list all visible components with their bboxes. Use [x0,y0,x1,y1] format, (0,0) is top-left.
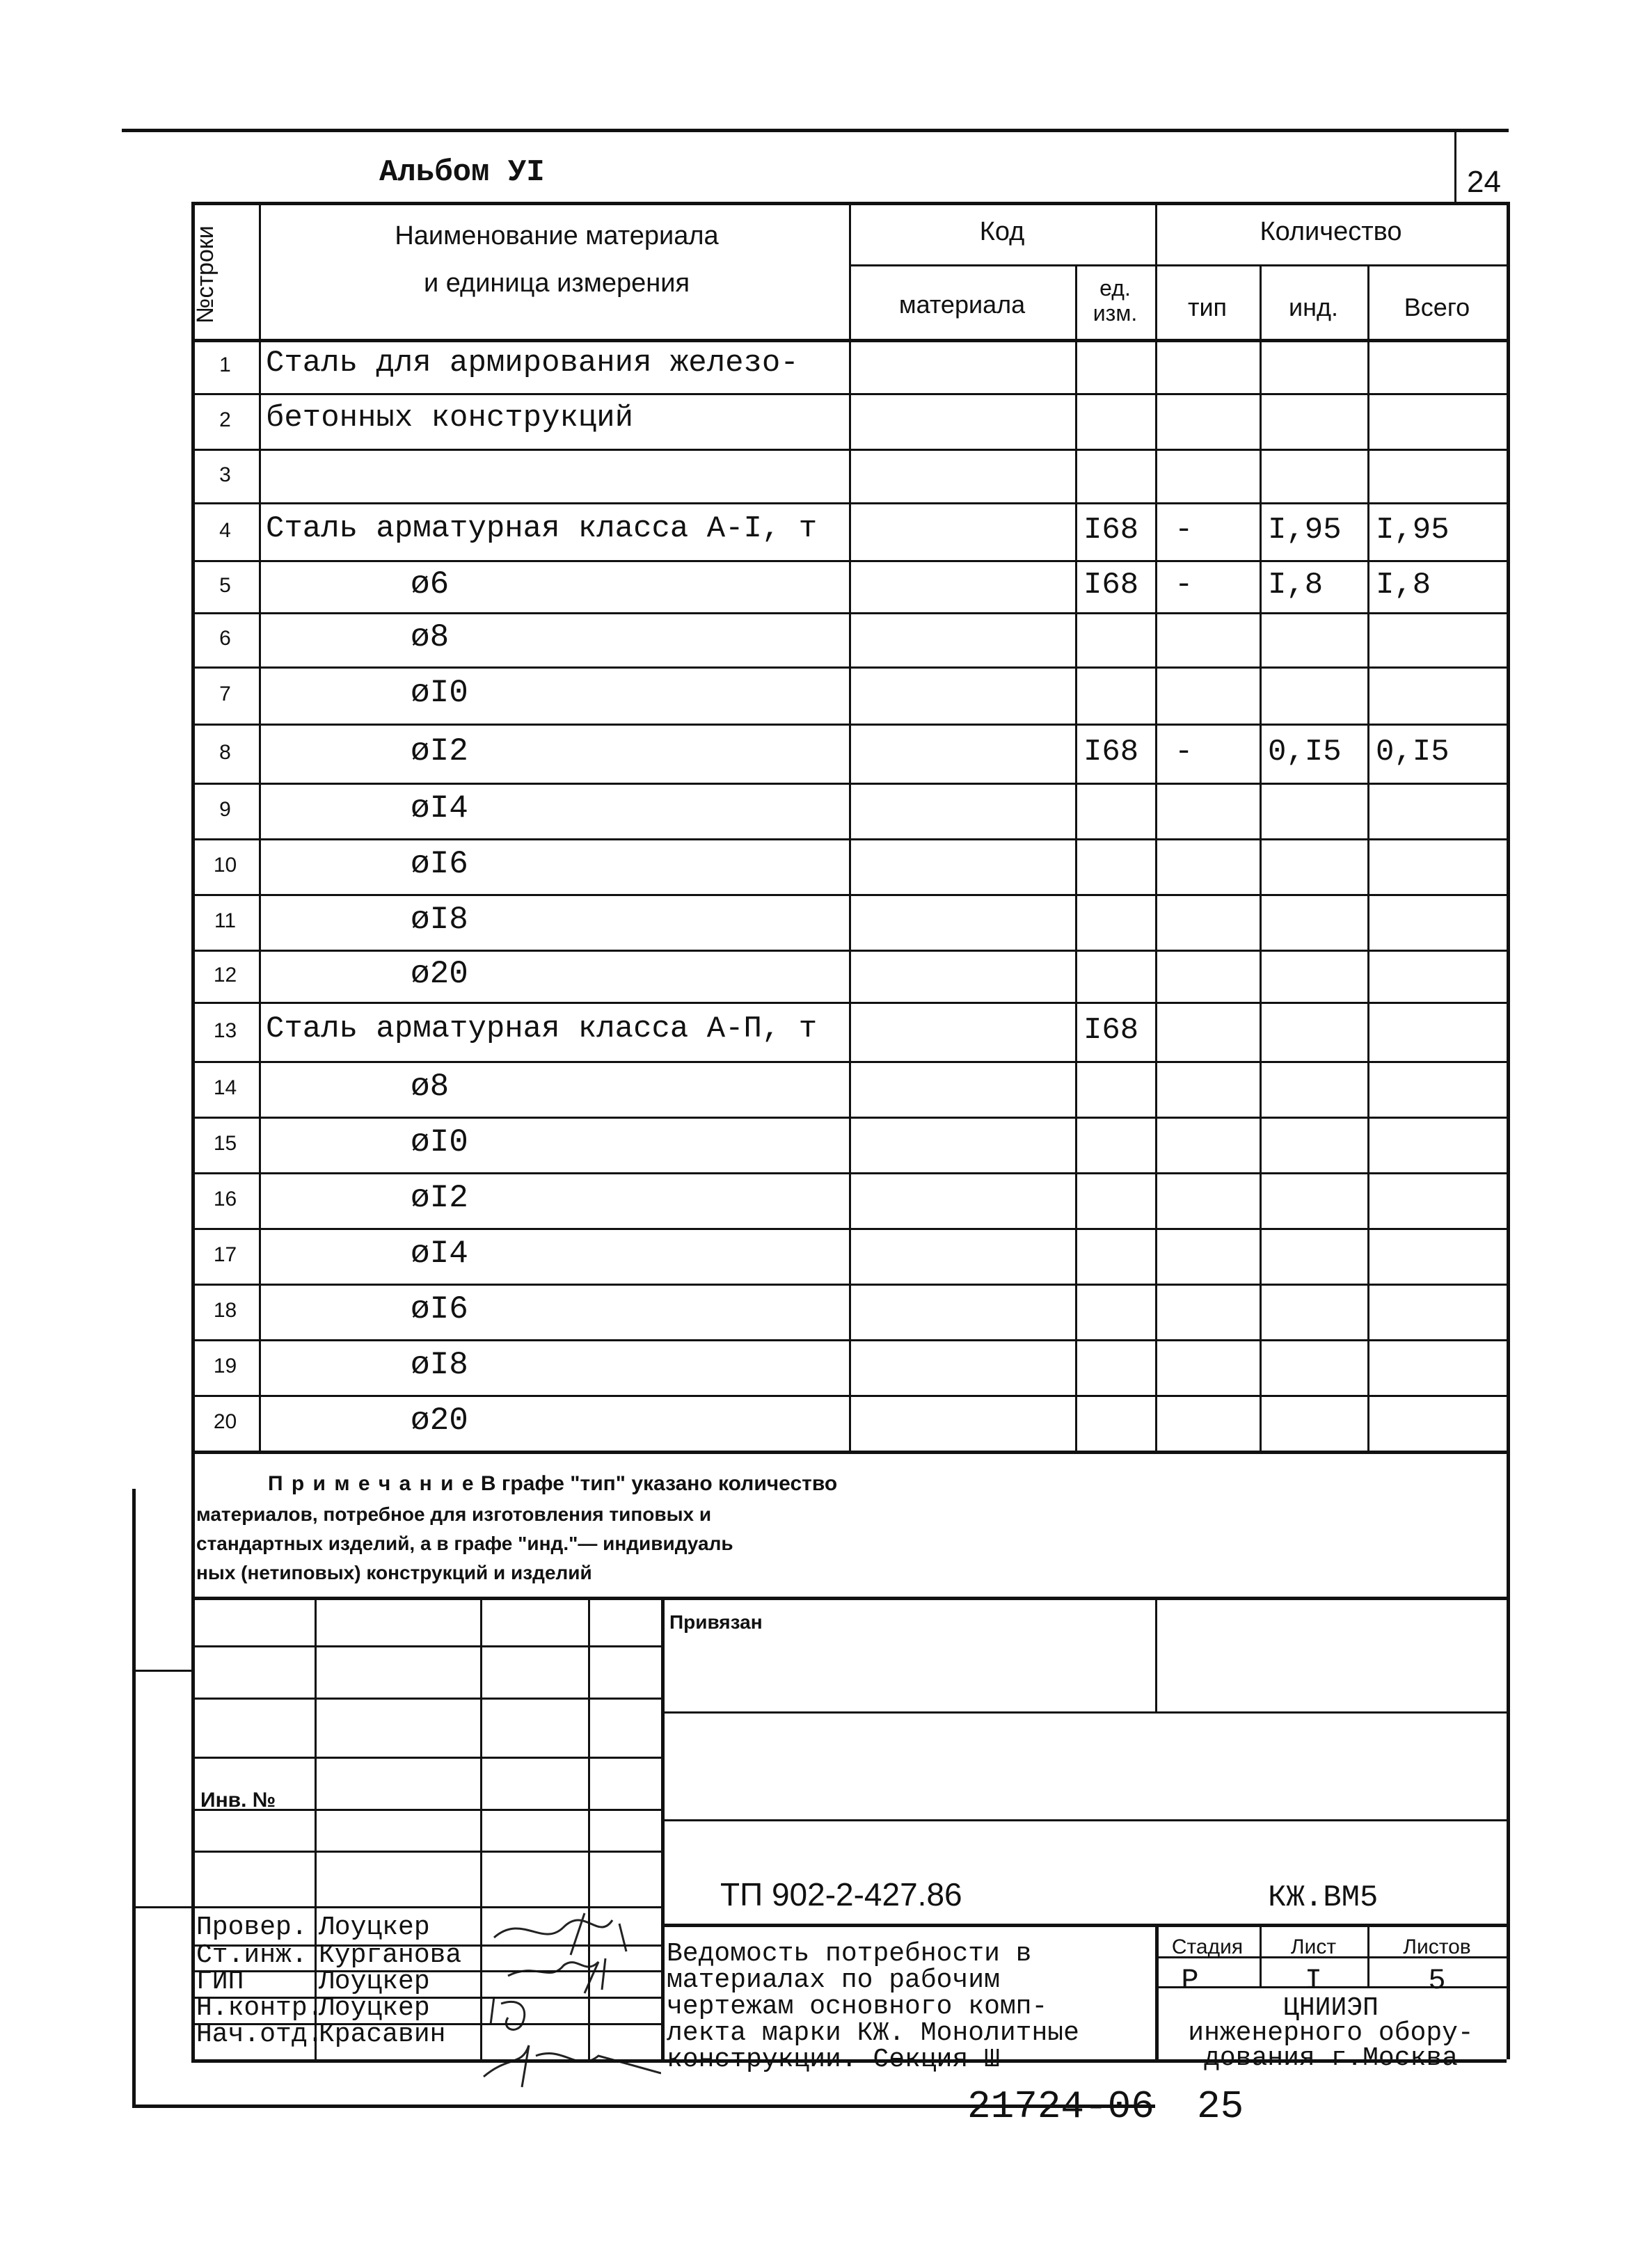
row-number: 16 [213,1188,237,1211]
stamp-column [480,1597,482,2059]
note-lead: П р и м е ч а н и е [268,1472,475,1495]
stamp-row-line [191,1645,661,1647]
stamp-row-line [191,1757,661,1759]
row-number: 2 [219,408,231,431]
top-rule [122,129,1509,132]
signer-role: Провер. [196,1912,308,1942]
stamp-column [661,1597,665,2059]
page-number: 24 [1467,165,1501,199]
column-divider [1507,202,1510,1451]
row-number: 10 [213,854,237,877]
note-line-3: стандартных изделий, а в графе "инд."— индивидуаль [196,1533,733,1554]
signer-name: Лоуцкер [319,1993,430,2023]
stamp-divider [1155,1956,1507,1958]
unit-code: I68 [1083,1012,1139,1048]
note-line-2: материалов, потребное для изготовления типовых и [196,1503,712,1525]
material-name: øI6 [411,1291,468,1327]
material-name: øI6 [411,846,468,882]
document-title-line: лекта марки КЖ. Монолитные [667,2018,1079,2048]
binding-strip-line [132,1670,191,1672]
unit-header: и единица измерения [423,269,690,298]
stamp-row-line [191,1809,661,1811]
row-number-header: №строки [192,225,219,324]
note-line-4: ных (нетиповых) конструкций и изделий [196,1562,592,1583]
note-right-border [1507,1451,1510,1597]
binding-strip-line [132,1906,191,1908]
handwritten-signatures [480,1906,661,2108]
type-header: тип [1187,293,1228,321]
sheet-label: Лист [1290,1935,1337,1958]
stamp-row-line [191,1597,661,1599]
quantity-individual: I,8 [1268,567,1324,602]
material-name: ø20 [411,1403,468,1439]
footer-page-number: 25 [1197,2084,1244,2129]
stamp-inner-column [1260,1924,1262,1986]
total-header: Всего [1404,293,1470,321]
row-number: 13 [213,1019,237,1042]
code-unit-header: ед. изм. [1093,275,1138,326]
row-number: 12 [213,963,237,987]
row-number: 4 [219,518,231,542]
stage-label: Стадия [1171,1935,1244,1958]
document-mark: КЖ.ВМ5 [1268,1880,1379,1915]
note-rest: В графе "тип" указано количество [475,1472,838,1495]
row-number: 9 [219,798,231,821]
material-name: ø8 [411,1069,450,1105]
column-divider [1075,264,1077,1451]
stamp-row-line [191,1906,661,1908]
name-header: Наименование материала [395,221,719,250]
stamp-inner-column [1367,1924,1369,1986]
row-number: 19 [213,1355,237,1377]
album-label: Альбом УI [379,155,545,190]
row-divider [191,1451,1507,1454]
signer-name: Красавин [319,2020,446,2050]
material-name: øI2 [411,1180,468,1216]
binding-strip [132,1489,136,2105]
document-title-line: Ведомость потребности в [667,1939,1032,1969]
quantity-type: - [1175,734,1193,769]
row-number: 7 [219,682,231,705]
material-name: øI4 [411,1236,468,1272]
row-number: 11 [214,909,237,932]
row-number: 5 [219,573,231,597]
document-title-line: материалах по рабочим [667,1965,1000,1995]
document-title-line: конструкции. Секция Ш [667,2045,1000,2075]
row-number: 1 [219,353,231,376]
inventory-number-label: Инв. № [200,1789,276,1812]
material-name: øI8 [411,902,468,938]
sheet-value: I [1304,1964,1323,1997]
column-divider [259,202,261,1451]
note-line-1 [268,1474,837,1494]
organization-line: инженерного обору- [1188,2018,1474,2048]
stamp-column [191,1597,195,2059]
stamp-row-line [191,1698,661,1700]
material-name: øI2 [411,733,468,769]
sheets-value: 5 [1428,1964,1446,1997]
material-name: øI0 [411,675,468,711]
quantity-total: I,95 [1376,512,1450,548]
row-number: 14 [213,1076,237,1099]
material-name: ø20 [411,955,468,992]
unit-code: I68 [1083,512,1139,548]
row-number: 15 [213,1132,237,1155]
unit-code: I68 [1083,734,1139,769]
unit-code: I68 [1083,567,1139,602]
quantity-individual: I,95 [1268,512,1342,548]
stamp-divider [661,1819,1507,1821]
column-divider [849,202,851,1451]
code-material-header: материала [898,290,1026,319]
column-divider [1155,202,1157,1451]
column-divider [1260,264,1262,1451]
material-name: ø6 [411,566,450,602]
signer-role: Н.контр. [196,1993,324,2023]
organization-line: дования г.Москва [1204,2043,1458,2073]
sheets-label: Листов [1403,1935,1471,1958]
row-number: 20 [213,1410,237,1433]
material-name: бетонных конструкций [266,401,634,436]
material-name: øI0 [411,1124,468,1160]
footer-document-number: 21724-06 [967,2084,1154,2129]
stage-value: Р [1181,1964,1199,1997]
stamp-divider [661,1924,1507,1927]
signer-role: ГИП [196,1967,244,1997]
stamp-inner-column [1155,1597,1157,1711]
stamp-divider [661,1711,1507,1714]
document-title-line: чертежам основного комп- [667,1992,1048,2022]
column-divider [1367,264,1369,1451]
header-divider [849,264,1507,266]
organization-line: ЦНИИЭП [1283,1993,1379,2023]
project-code: ТП 902-2-427.86 [720,1876,962,1912]
stamp-base-line [132,2105,1155,2108]
row-number: 8 [219,740,231,764]
code-header: Код [979,217,1025,246]
row-number: 6 [219,627,231,650]
row-number: 18 [213,1299,237,1322]
quantity-individual: 0,I5 [1268,734,1342,769]
quantity-total: I,8 [1376,567,1431,602]
ind-header: инд. [1289,293,1338,321]
material-name: øI8 [411,1347,468,1383]
stamp-right-border [1507,1597,1510,2059]
row-number: 3 [219,463,231,486]
quantity-type: - [1175,567,1193,602]
signer-name: Лоуцкер [319,1912,430,1942]
page-number-divider [1454,129,1456,202]
signer-name: Лоуцкер [319,1967,430,1997]
material-name: Сталь арматурная класса А-I, т [266,511,818,546]
stamp-divider [1155,1986,1507,1988]
row-number: 17 [213,1243,237,1266]
quantity-total: 0,I5 [1376,734,1450,769]
signer-role: Нач.отд. [196,2020,324,2050]
quantity-type: - [1175,512,1193,548]
signer-name: Курганова [319,1940,462,1970]
stamp-row-line [191,1851,661,1853]
material-name: øI4 [411,790,468,826]
stamp-column [315,1597,317,2059]
material-name: ø8 [411,619,450,655]
material-name: Сталь арматурная класса А-П, т [266,1011,818,1046]
privyazan-label: Привязан [669,1611,763,1633]
material-name: Сталь для армирования железо- [266,346,799,381]
stamp-column [588,1597,590,2059]
quantity-header: Количество [1260,217,1402,246]
signer-role: Ст.инж. [196,1940,308,1970]
